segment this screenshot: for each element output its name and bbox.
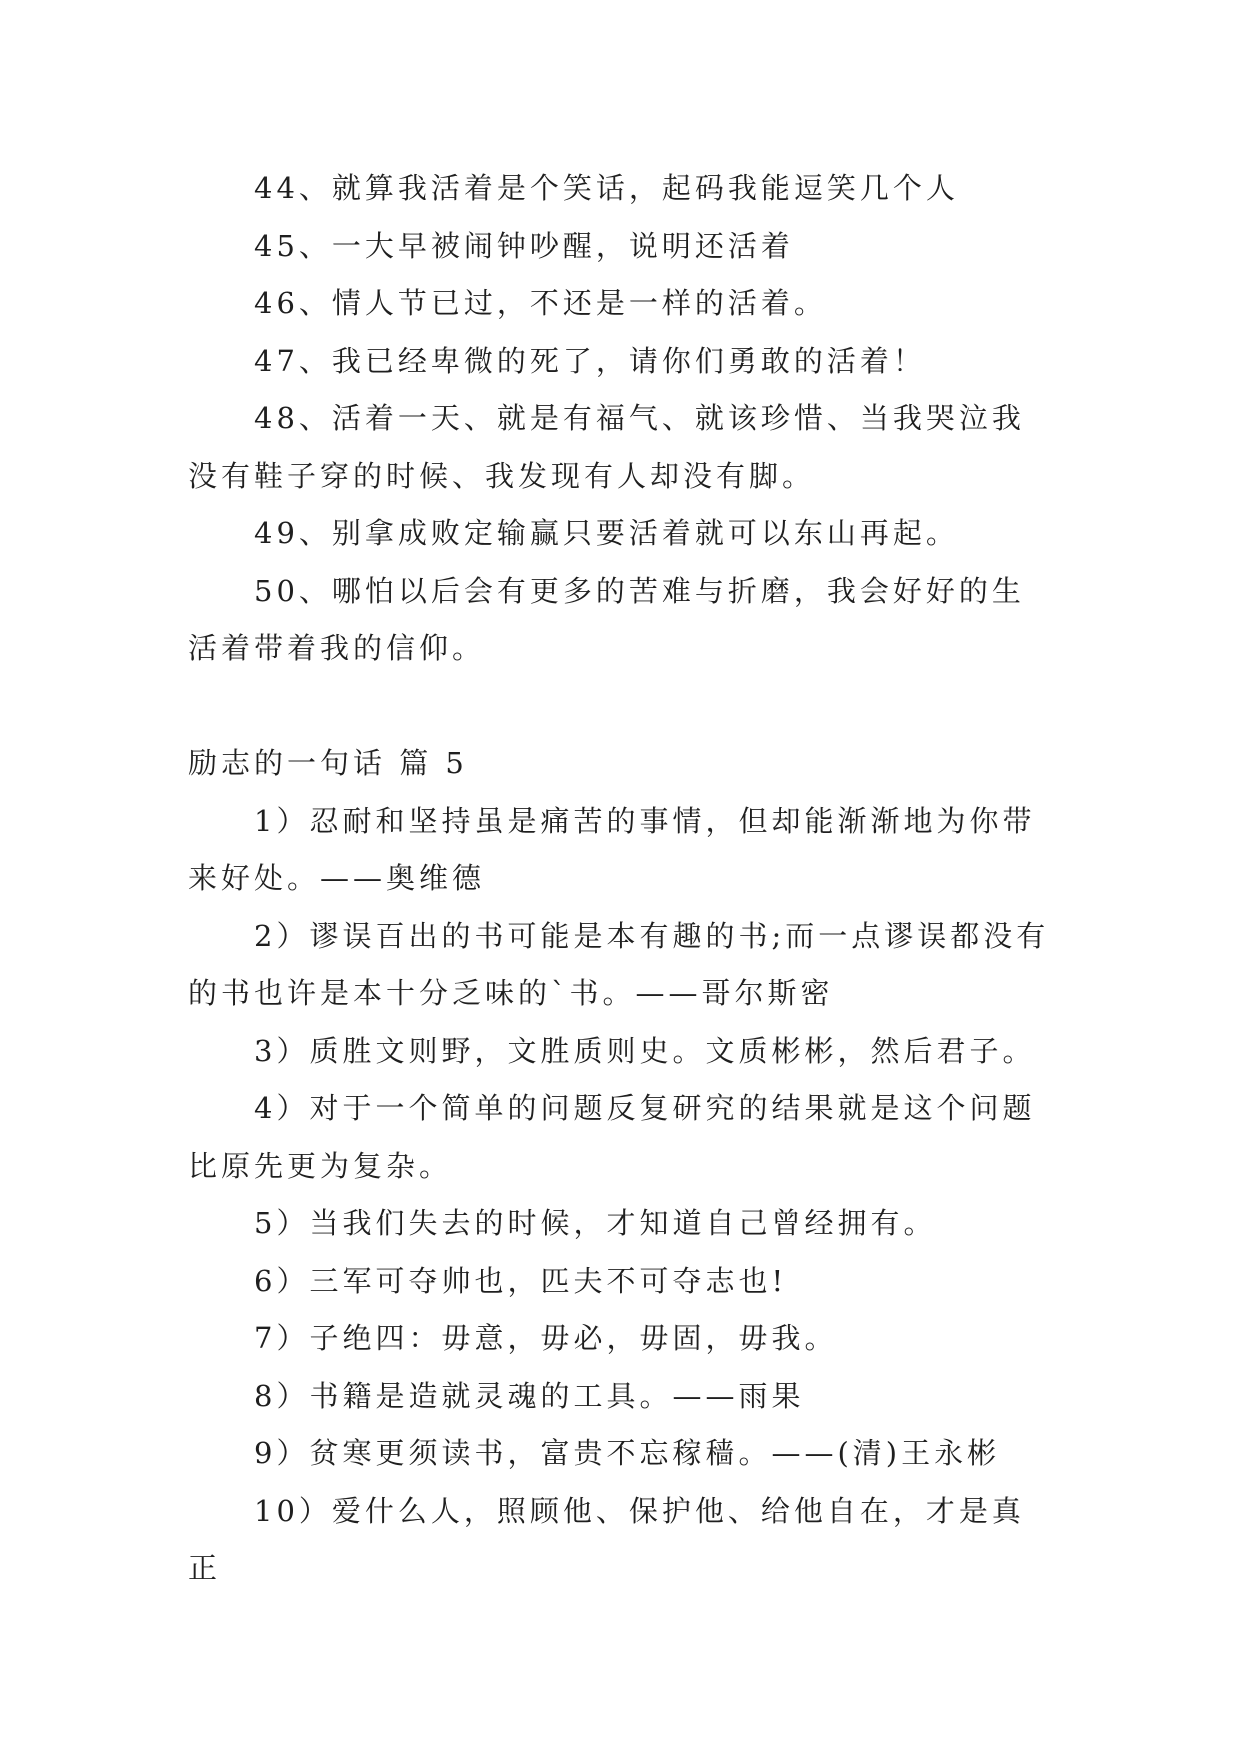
quote-1: 1）忍耐和坚持虽是痛苦的事情，但却能渐渐地为你带来好处。——奥维德: [188, 803, 1036, 895]
quote-7: 7）子绝四：毋意，毋必，毋固，毋我。: [254, 1321, 838, 1355]
quote-4: 4）对于一个简单的问题反复研究的结果就是这个问题比原先更为复杂。: [188, 1091, 1036, 1183]
quote-5: 5）当我们失去的时候，才知道自己曾经拥有。: [254, 1206, 937, 1240]
quote-6: 6）三军可夺帅也，匹夫不可夺志也!: [254, 1263, 788, 1298]
paragraph-46: 46、情人节已过，不还是一样的活着。: [254, 286, 827, 320]
quote-2: 2）谬误百出的书可能是本有趣的书;而一点谬误都没有的书也许是本十分乏味的`书。——哥尔斯密: [188, 918, 1050, 1010]
paragraph-49: 49、别拿成败定输赢只要活着就可以东山再起。: [254, 516, 959, 550]
paragraph-47: 47、我已经卑微的死了，请你们勇敢的活着！: [254, 343, 926, 378]
paragraph-48: 48、活着一天、就是有福气、就该珍惜、当我哭泣我没有鞋子穿的时候、我发现有人却没有脚。: [188, 401, 1025, 493]
paragraph-50: 50、哪怕以后会有更多的苦难与折磨，我会好好的生活着带着我的信仰。: [188, 573, 1025, 665]
quote-3: 3）质胜文则野，文胜质则史。文质彬彬，然后君子。: [254, 1033, 1036, 1068]
quote-10: 10）爱什么人，照顾他、保护他、给他自在，才是真正: [188, 1493, 1025, 1585]
paragraph-44: 44、就算我活着是个笑话，起码我能逗笑几个人: [254, 171, 959, 205]
document-body: [188, 160, 1056, 1598]
section-heading: 励志的一句话 篇 5: [188, 746, 468, 780]
paragraph-45: 45、一大早被闹钟吵醒，说明还活着: [254, 228, 794, 263]
quote-8: 8）书籍是造就灵魂的工具。——雨果: [254, 1378, 805, 1413]
quote-9: 9）贫寒更须读书，富贵不忘稼穑。——(清)王永彬: [254, 1436, 1001, 1470]
